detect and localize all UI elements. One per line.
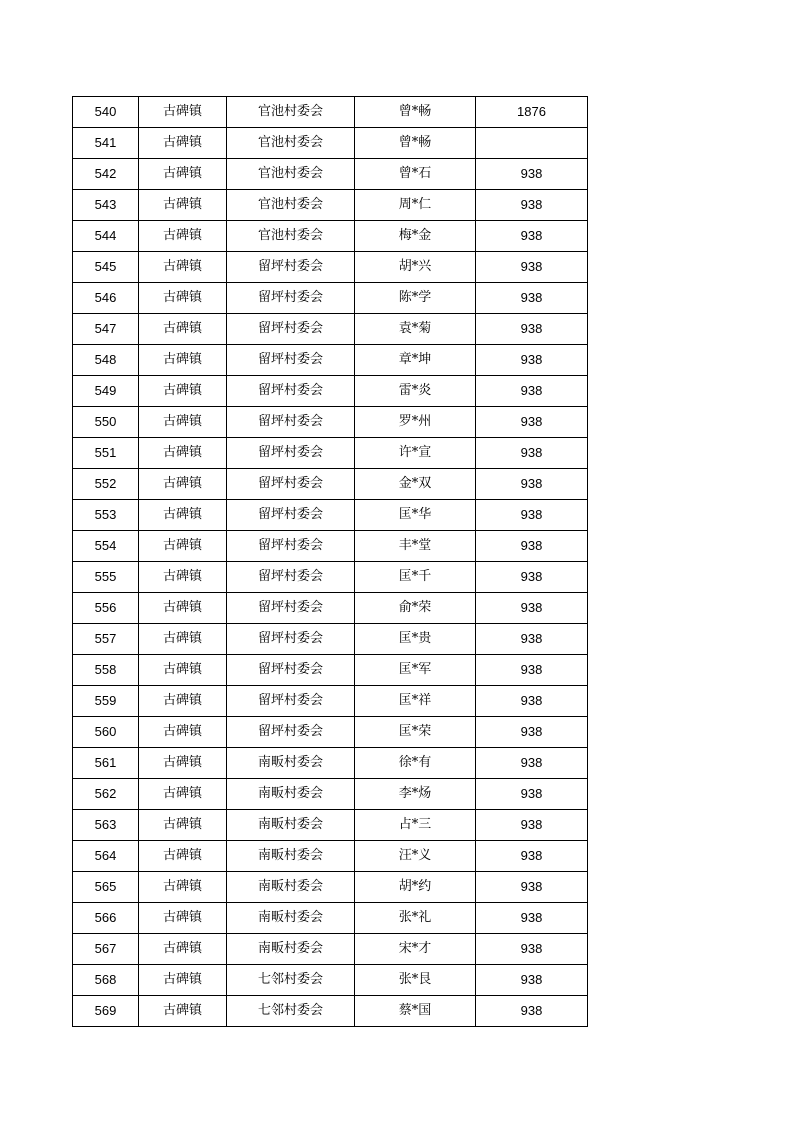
cell-village: 南畈村委会 [227,934,355,965]
cell-amount: 938 [476,500,588,531]
cell-amount: 938 [476,345,588,376]
table-row [73,562,588,593]
cell-person-name: 梅*金 [355,221,476,252]
table-row [73,624,588,655]
cell-serial-number: 568 [73,965,139,996]
cell-village: 官池村委会 [227,190,355,221]
cell-town: 古碑镇 [139,314,227,345]
cell-person-name: 匡*贵 [355,624,476,655]
cell-person-name: 周*仁 [355,190,476,221]
cell-serial-number: 545 [73,252,139,283]
cell-person-name: 蔡*国 [355,996,476,1027]
cell-town: 古碑镇 [139,562,227,593]
cell-village: 留坪村委会 [227,531,355,562]
cell-person-name: 丰*堂 [355,531,476,562]
table-row [73,252,588,283]
cell-serial-number: 557 [73,624,139,655]
cell-person-name: 曾*畅 [355,97,476,128]
cell-amount: 938 [476,934,588,965]
cell-serial-number: 546 [73,283,139,314]
cell-village: 留坪村委会 [227,500,355,531]
cell-village: 留坪村委会 [227,345,355,376]
cell-town: 古碑镇 [139,128,227,159]
table-row [73,810,588,841]
cell-person-name: 俞*荣 [355,593,476,624]
table-row [73,500,588,531]
table-row [73,841,588,872]
cell-serial-number: 565 [73,872,139,903]
table-row [73,128,588,159]
cell-village: 南畈村委会 [227,841,355,872]
cell-amount [476,128,588,159]
cell-person-name: 汪*义 [355,841,476,872]
cell-serial-number: 551 [73,438,139,469]
table-row [73,438,588,469]
table-row [73,965,588,996]
cell-village: 留坪村委会 [227,252,355,283]
cell-person-name: 袁*菊 [355,314,476,345]
cell-serial-number: 549 [73,376,139,407]
cell-town: 古碑镇 [139,996,227,1027]
cell-village: 留坪村委会 [227,314,355,345]
cell-serial-number: 555 [73,562,139,593]
cell-serial-number: 563 [73,810,139,841]
cell-person-name: 占*三 [355,810,476,841]
cell-town: 古碑镇 [139,593,227,624]
cell-serial-number: 567 [73,934,139,965]
table-row [73,717,588,748]
cell-town: 古碑镇 [139,841,227,872]
cell-town: 古碑镇 [139,779,227,810]
cell-town: 古碑镇 [139,469,227,500]
cell-serial-number: 541 [73,128,139,159]
cell-town: 古碑镇 [139,934,227,965]
cell-serial-number: 547 [73,314,139,345]
cell-town: 古碑镇 [139,624,227,655]
cell-village: 留坪村委会 [227,593,355,624]
cell-village: 南畈村委会 [227,903,355,934]
cell-village: 官池村委会 [227,128,355,159]
cell-serial-number: 558 [73,655,139,686]
cell-village: 留坪村委会 [227,469,355,500]
cell-amount: 938 [476,407,588,438]
table-row [73,283,588,314]
cell-amount: 938 [476,686,588,717]
cell-serial-number: 542 [73,159,139,190]
cell-serial-number: 556 [73,593,139,624]
cell-serial-number: 553 [73,500,139,531]
cell-town: 古碑镇 [139,376,227,407]
cell-person-name: 罗*州 [355,407,476,438]
table-row [73,159,588,190]
roster-table-body [73,97,588,1027]
cell-serial-number: 540 [73,97,139,128]
cell-village: 官池村委会 [227,159,355,190]
cell-person-name: 曾*石 [355,159,476,190]
cell-serial-number: 560 [73,717,139,748]
cell-person-name: 匡*千 [355,562,476,593]
table-row [73,655,588,686]
cell-amount: 938 [476,283,588,314]
cell-town: 古碑镇 [139,810,227,841]
cell-town: 古碑镇 [139,252,227,283]
cell-person-name: 许*宣 [355,438,476,469]
table-row [73,190,588,221]
cell-village: 留坪村委会 [227,283,355,314]
cell-amount: 938 [476,903,588,934]
cell-serial-number: 543 [73,190,139,221]
cell-town: 古碑镇 [139,748,227,779]
cell-village: 南畈村委会 [227,779,355,810]
cell-amount: 938 [476,717,588,748]
cell-amount: 938 [476,965,588,996]
cell-person-name: 雷*炎 [355,376,476,407]
cell-amount: 938 [476,159,588,190]
cell-amount: 938 [476,841,588,872]
cell-town: 古碑镇 [139,965,227,996]
cell-amount: 938 [476,252,588,283]
cell-village: 留坪村委会 [227,438,355,469]
table-row [73,469,588,500]
cell-serial-number: 561 [73,748,139,779]
cell-town: 古碑镇 [139,159,227,190]
table-row [73,748,588,779]
cell-amount: 938 [476,190,588,221]
cell-amount: 938 [476,810,588,841]
cell-person-name: 匡*祥 [355,686,476,717]
cell-person-name: 金*双 [355,469,476,500]
table-row [73,593,588,624]
cell-person-name: 宋*才 [355,934,476,965]
roster-table [72,96,588,1027]
cell-village: 南畈村委会 [227,872,355,903]
cell-person-name: 章*坤 [355,345,476,376]
table-row [73,314,588,345]
cell-person-name: 胡*兴 [355,252,476,283]
cell-village: 留坪村委会 [227,624,355,655]
cell-serial-number: 548 [73,345,139,376]
cell-amount: 938 [476,469,588,500]
cell-serial-number: 550 [73,407,139,438]
cell-amount: 938 [476,779,588,810]
cell-person-name: 胡*约 [355,872,476,903]
cell-village: 留坪村委会 [227,717,355,748]
table-row [73,407,588,438]
cell-town: 古碑镇 [139,97,227,128]
table-row [73,345,588,376]
cell-serial-number: 559 [73,686,139,717]
cell-serial-number: 564 [73,841,139,872]
cell-amount: 938 [476,438,588,469]
cell-serial-number: 554 [73,531,139,562]
cell-person-name: 匡*荣 [355,717,476,748]
cell-amount: 938 [476,655,588,686]
cell-person-name: 曾*畅 [355,128,476,159]
table-row [73,686,588,717]
cell-town: 古碑镇 [139,903,227,934]
cell-town: 古碑镇 [139,221,227,252]
cell-village: 留坪村委会 [227,407,355,438]
cell-serial-number: 566 [73,903,139,934]
cell-town: 古碑镇 [139,345,227,376]
cell-town: 古碑镇 [139,190,227,221]
cell-amount: 938 [476,376,588,407]
cell-village: 留坪村委会 [227,655,355,686]
cell-town: 古碑镇 [139,717,227,748]
cell-town: 古碑镇 [139,686,227,717]
cell-town: 古碑镇 [139,872,227,903]
cell-person-name: 陈*学 [355,283,476,314]
cell-village: 官池村委会 [227,97,355,128]
cell-amount: 938 [476,531,588,562]
cell-town: 古碑镇 [139,283,227,314]
table-row [73,903,588,934]
cell-amount: 938 [476,562,588,593]
cell-amount: 938 [476,748,588,779]
cell-village: 留坪村委会 [227,686,355,717]
cell-person-name: 张*礼 [355,903,476,934]
cell-town: 古碑镇 [139,655,227,686]
cell-person-name: 李*炀 [355,779,476,810]
table-row [73,934,588,965]
cell-village: 七邻村委会 [227,996,355,1027]
cell-village: 官池村委会 [227,221,355,252]
cell-village: 留坪村委会 [227,562,355,593]
cell-town: 古碑镇 [139,407,227,438]
cell-serial-number: 544 [73,221,139,252]
cell-village: 南畈村委会 [227,748,355,779]
cell-amount: 938 [476,872,588,903]
cell-person-name: 匡*军 [355,655,476,686]
cell-serial-number: 569 [73,996,139,1027]
table-row [73,996,588,1027]
cell-amount: 938 [476,314,588,345]
cell-village: 南畈村委会 [227,810,355,841]
cell-amount: 938 [476,624,588,655]
table-row [73,97,588,128]
cell-amount: 938 [476,221,588,252]
cell-village: 七邻村委会 [227,965,355,996]
table-row [73,872,588,903]
cell-town: 古碑镇 [139,438,227,469]
cell-town: 古碑镇 [139,531,227,562]
cell-person-name: 匡*华 [355,500,476,531]
cell-amount: 938 [476,996,588,1027]
table-row [73,531,588,562]
table-row [73,779,588,810]
cell-village: 留坪村委会 [227,376,355,407]
cell-serial-number: 562 [73,779,139,810]
cell-amount: 938 [476,593,588,624]
cell-town: 古碑镇 [139,500,227,531]
cell-amount: 1876 [476,97,588,128]
cell-serial-number: 552 [73,469,139,500]
table-row [73,376,588,407]
cell-person-name: 张*艮 [355,965,476,996]
cell-person-name: 徐*有 [355,748,476,779]
table-row [73,221,588,252]
